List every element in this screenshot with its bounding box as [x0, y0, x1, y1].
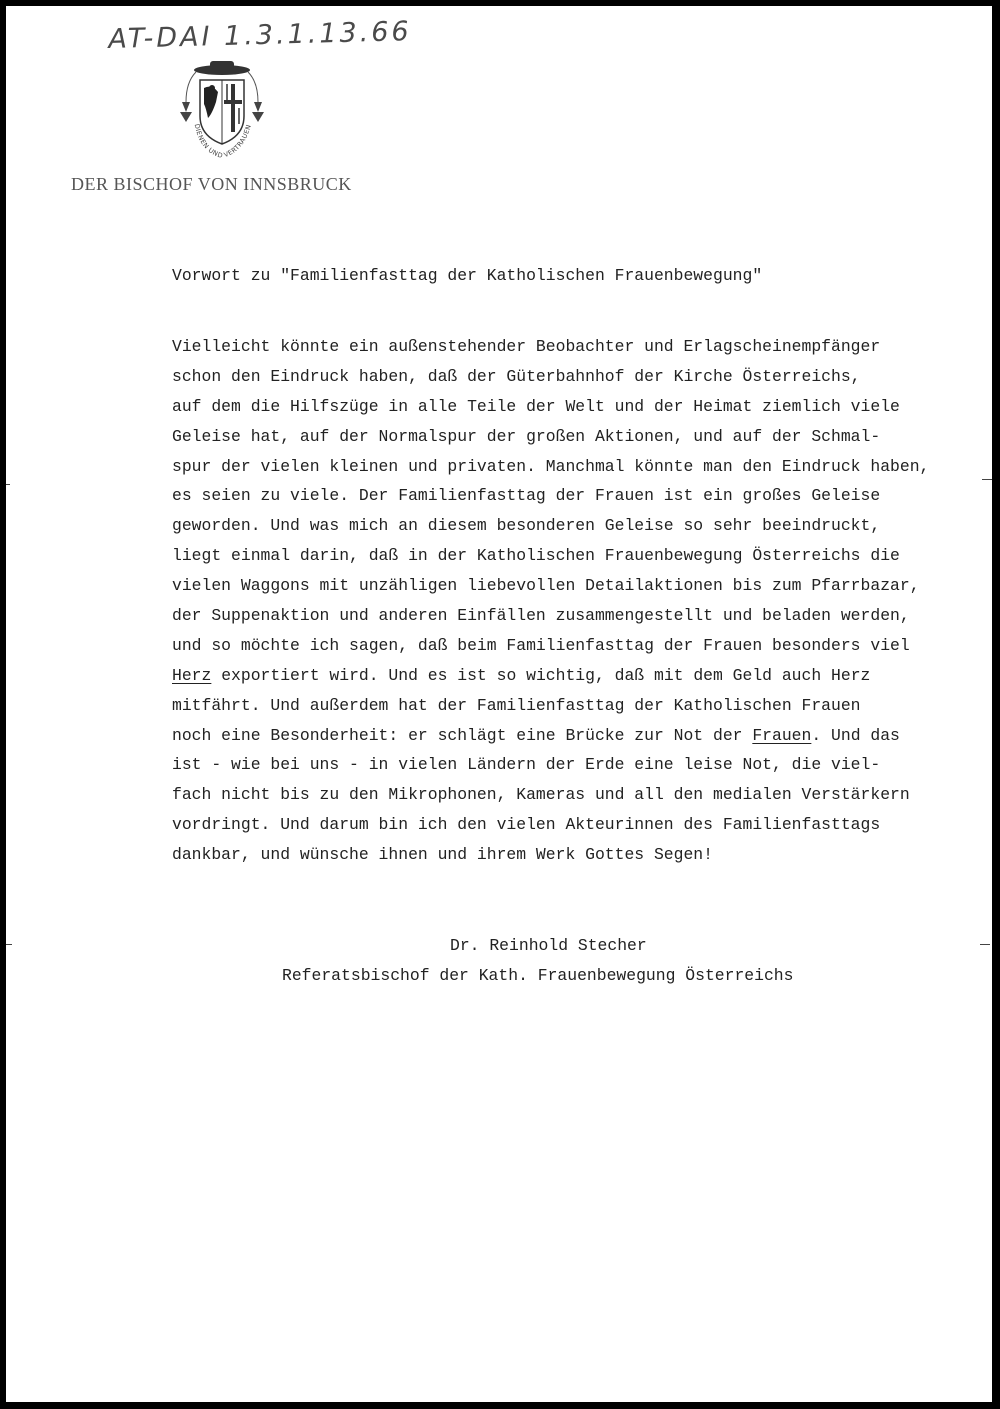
body-line: geworden. Und was mich an diesem besonderen Geleise so sehr beeindruckt,: [172, 516, 881, 536]
margin-tick: [6, 484, 10, 485]
body-line: Vielleicht könnte ein außenstehender Beobachter und Erlagscheinempfänger: [172, 337, 881, 356]
body-line: der Suppenaktion und anderen Einfällen zusammengestellt und beladen werden,: [172, 606, 910, 626]
signature-block: [282, 931, 793, 991]
crest-motto: DIENEN UND VERTRAUEN: [192, 123, 253, 161]
underlined-word-frauen: Frauen: [752, 725, 812, 745]
body-line: vordringt. Und darum bin ich den vielen Akteurinnen des Familienfasttags: [172, 815, 881, 835]
margin-tick: [6, 944, 12, 945]
body-line: auf dem die Hilfszüge in alle Teile der Welt und der Heimat ziemlich viele: [172, 396, 900, 416]
document-heading: Vorwort zu "Familienfasttag der Katholischen Frauenbewegung": [172, 266, 763, 285]
body-line-after: . Und das: [811, 725, 900, 745]
body-line: Geleise hat, auf der Normalspur der großen Aktionen, und auf der Schmal-: [172, 426, 881, 446]
body-line: liegt einmal darin, daß in der Katholischen Frauenbewegung Österreichs die: [172, 546, 900, 566]
body-line: spur der vielen kleinen und privaten. Manchmal könnte man den Eindruck haben,: [172, 456, 930, 476]
body-line: und so möchte ich sagen, daß beim Familienfasttag der Frauen besonders viel: [172, 635, 910, 655]
body-line-rest: exportiert wird. Und es ist so wichtig, daß mit dem Geld auch Herz: [211, 665, 871, 685]
body-line: [172, 661, 962, 691]
underlined-word-herz: Herz: [172, 665, 212, 685]
body-line-before: noch eine Besonderheit: er schlägt eine Brücke zur Not der: [172, 725, 753, 745]
body-line: schon den Eindruck haben, daß der Güterbahnhof der Kirche Österreichs,: [172, 366, 861, 386]
body-line: vielen Waggons mit unzähligen liebevollen Detailaktionen bis zum Pfarrbazar,: [172, 576, 920, 596]
body-line: ist - wie bei uns - in vielen Ländern der Erde eine leise Not, die viel-: [172, 755, 881, 775]
body-line: es seien zu viele. Der Familienfasttag der Frauen ist ein großes Geleise: [172, 486, 881, 506]
letterhead-title: DER BISCHOF VON INNSBRUCK: [71, 174, 352, 194]
margin-tick: [980, 944, 990, 945]
body-line: dankbar, und wünsche ihnen und ihrem Werk Gottes Segen!: [172, 845, 713, 865]
body-line: mitfährt. Und außerdem hat der Familienfasttag der Katholischen Frauen: [172, 695, 861, 715]
margin-tick: [982, 479, 992, 480]
body-text: [172, 332, 962, 870]
signatory-role: Referatsbischof der Kath. Frauenbewegung Österreichs: [282, 966, 794, 985]
bishop-coat-of-arms-icon: [172, 58, 272, 168]
body-line: fach nicht bis zu den Mikrophonen, Kameras und all den medialen Verstärkern: [172, 785, 910, 805]
archive-reference: AT-DAI 1.3.1.13.66: [108, 16, 412, 55]
body-line: [172, 721, 962, 751]
signatory-name: Dr. Reinhold Stecher: [450, 936, 647, 955]
